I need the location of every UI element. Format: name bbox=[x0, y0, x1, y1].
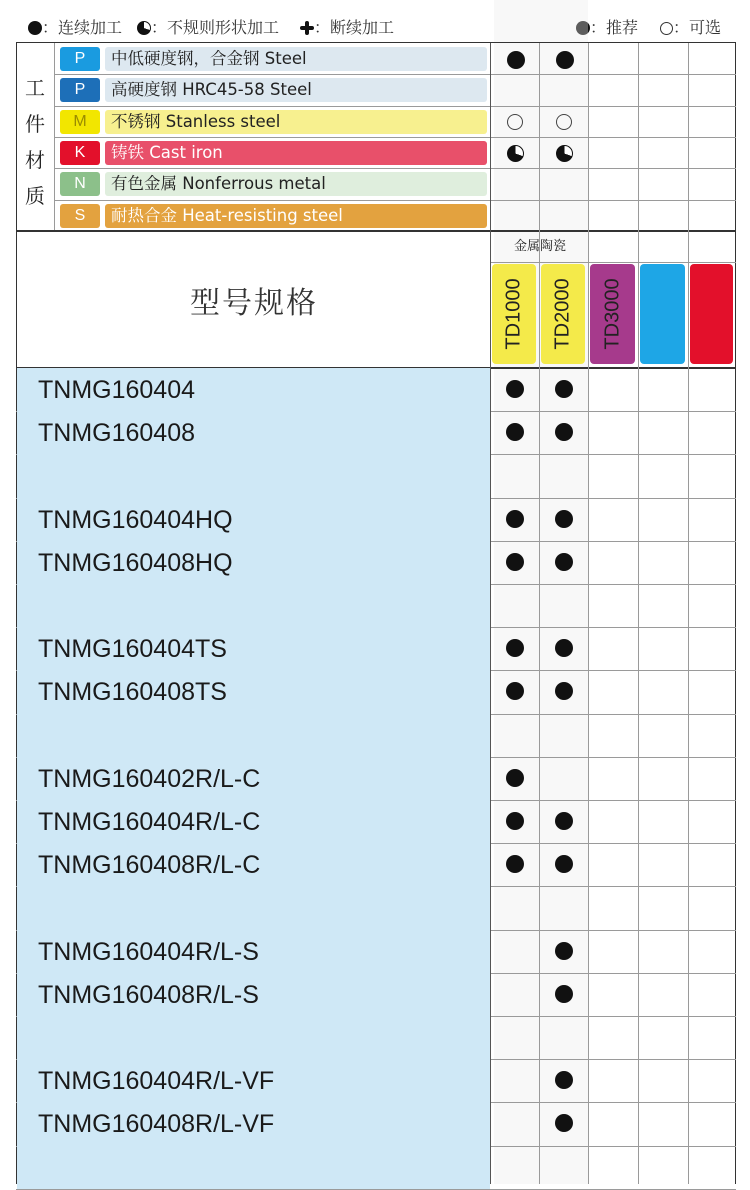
material-code-n: N bbox=[60, 172, 100, 196]
recommended-mark-icon bbox=[555, 1071, 573, 1089]
model-number: TNMG160408R/L-C bbox=[38, 851, 261, 880]
model-number: TNMG160408HQ bbox=[38, 548, 233, 577]
legend-irregular-label: ：不规则形状加工 bbox=[151, 18, 280, 37]
header-divider bbox=[490, 262, 736, 263]
recommended-mark-icon bbox=[506, 380, 524, 398]
legend bbox=[0, 0, 750, 42]
col-divider bbox=[539, 43, 540, 1184]
irregular-mark-icon bbox=[556, 145, 573, 162]
model-number: TNMG160404R/L-C bbox=[38, 808, 261, 836]
recommended-mark-icon bbox=[506, 639, 524, 657]
row-divider bbox=[54, 168, 736, 169]
grade-name: TD1000 bbox=[502, 278, 525, 350]
recommended-mark-icon bbox=[556, 51, 574, 69]
recommended-mark-icon bbox=[506, 553, 524, 571]
model-spec-title: 型号规格 bbox=[190, 286, 318, 321]
filled-circle-icon bbox=[28, 21, 42, 35]
empty-circle-icon bbox=[660, 22, 673, 35]
grade-header-td3000 bbox=[590, 264, 635, 364]
grade-header-blank-4 bbox=[690, 264, 733, 364]
recommended-mark-icon bbox=[555, 423, 573, 441]
legend-optional-label: ：可选 bbox=[673, 18, 722, 37]
notched-circle-icon bbox=[137, 21, 151, 35]
col-divider bbox=[54, 43, 55, 230]
recommended-mark-icon bbox=[555, 812, 573, 830]
model-number: TNMG160404HQ bbox=[38, 505, 233, 534]
table-row bbox=[17, 1146, 490, 1189]
model-number: TNMG160404TS bbox=[38, 635, 227, 664]
legend-interrupted bbox=[300, 15, 394, 38]
legend-irregular bbox=[137, 15, 279, 38]
col-divider bbox=[490, 43, 491, 1184]
legend-optional bbox=[660, 15, 721, 38]
recommended-mark-icon bbox=[506, 510, 524, 528]
recommended-mark-icon bbox=[555, 639, 573, 657]
irregular-mark-icon bbox=[507, 145, 524, 162]
recommended-mark-icon bbox=[555, 855, 573, 873]
row-divider bbox=[54, 200, 736, 201]
recommended-mark-icon bbox=[555, 510, 573, 528]
material-code-p: P bbox=[60, 47, 100, 71]
recommended-mark-icon bbox=[555, 985, 573, 1003]
workpiece-label-char: 材 bbox=[25, 148, 45, 172]
grade-name: TD2000 bbox=[551, 278, 574, 350]
material-name: 耐热合金 Heat-resisting steel bbox=[105, 204, 487, 228]
recommended-mark-icon bbox=[506, 423, 524, 441]
col-divider bbox=[638, 43, 639, 1184]
legend-interrupted-label: ：断续加工 bbox=[314, 18, 395, 37]
material-name: 有色金属 Nonferrous metal bbox=[105, 172, 487, 196]
material-name: 不锈钢 Stanless steel bbox=[105, 110, 487, 134]
optional-mark-icon bbox=[556, 114, 572, 130]
material-name: 中低硬度钢，合金钢 Steel bbox=[105, 47, 487, 71]
recommended-mark-icon bbox=[506, 812, 524, 830]
table-row bbox=[17, 1016, 490, 1059]
grade-header-td2000 bbox=[541, 264, 585, 364]
recommended-mark-icon bbox=[555, 682, 573, 700]
recommended-mark-icon bbox=[506, 769, 524, 787]
legend-continuous bbox=[28, 15, 122, 38]
workpiece-label-char: 工 bbox=[25, 76, 45, 100]
grade-header-td1000 bbox=[492, 264, 536, 364]
table-row bbox=[17, 454, 490, 497]
row-divider bbox=[54, 106, 736, 107]
model-number: TNMG160408R/L-VF bbox=[38, 1110, 275, 1139]
grade-name: TD3000 bbox=[601, 278, 623, 350]
recommended-mark-icon bbox=[555, 380, 573, 398]
optional-mark-icon bbox=[507, 114, 523, 130]
recommended-mark-icon bbox=[555, 553, 573, 571]
model-number: TNMG160404R/L-VF bbox=[38, 1067, 275, 1096]
recommended-mark-icon bbox=[555, 1114, 573, 1132]
material-code-p: P bbox=[60, 78, 100, 102]
material-code-s: S bbox=[60, 204, 100, 228]
workpiece-label-char: 质 bbox=[25, 184, 45, 208]
model-number: TNMG160408R/L-S bbox=[38, 980, 259, 1009]
table-row bbox=[17, 886, 490, 929]
col-divider bbox=[688, 43, 689, 1184]
legend-recommended-label: ：推荐 bbox=[590, 18, 639, 37]
recommended-mark-icon bbox=[507, 51, 525, 69]
material-name: 铸铁 Cast iron bbox=[105, 141, 487, 165]
workpiece-label-char: 件 bbox=[25, 112, 45, 136]
recommended-mark-icon bbox=[506, 682, 524, 700]
model-number: TNMG160404R/L-S bbox=[38, 937, 259, 966]
model-number: TNMG160402R/L-C bbox=[38, 764, 261, 793]
material-name: 高硬度钢 HRC45-58 Steel bbox=[105, 78, 487, 102]
model-number: TNMG160408TS bbox=[38, 678, 227, 707]
grade-header-blank-3 bbox=[640, 264, 685, 364]
model-number: TNMG160404 bbox=[38, 376, 196, 404]
table-row bbox=[17, 584, 490, 627]
row-divider bbox=[54, 74, 736, 75]
recommended-mark-icon bbox=[506, 855, 524, 873]
legend-continuous-label: ：连续加工 bbox=[42, 18, 123, 37]
material-code-m: M bbox=[60, 110, 100, 134]
model-number: TNMG160408 bbox=[38, 419, 196, 448]
col-divider bbox=[588, 43, 589, 1184]
table-row bbox=[17, 714, 490, 757]
material-code-k: K bbox=[60, 141, 100, 165]
cross-icon bbox=[300, 21, 314, 35]
row-divider bbox=[54, 137, 736, 138]
recommended-mark-icon bbox=[555, 942, 573, 960]
category-label: 金属陶瓷 bbox=[513, 239, 566, 254]
